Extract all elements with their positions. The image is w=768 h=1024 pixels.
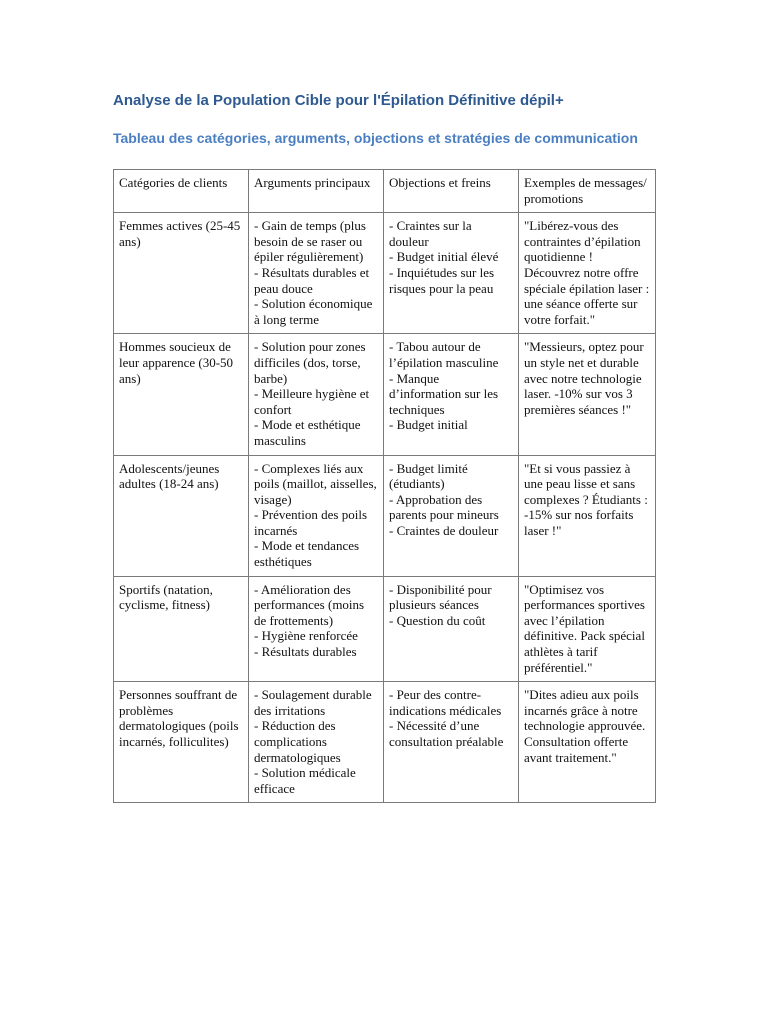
table-row xyxy=(114,213,656,334)
arguments-cell: - Complexes liés aux poils (maillot, aisselles, visage) - Prévention des poils incarnés - Mode et tendances esthétiques xyxy=(249,455,384,576)
arguments-cell: - Solution pour zones difficiles (dos, torse, barbe) - Meilleure hygiène et confort - Mode et esthétique masculins xyxy=(249,334,384,455)
objections-cell: - Budget limité (étudiants) - Approbation des parents pour mineurs - Craintes de douleur xyxy=(384,455,519,576)
objections-cell: - Peur des contre-indications médicales - Nécessité d’une consultation préalable xyxy=(384,682,519,803)
header-cell-messages: Exemples de messages/ promotions xyxy=(519,170,656,213)
header-cell-categories: Catégories de clients xyxy=(114,170,249,213)
objections-cell: - Tabou autour de l’épilation masculine - Manque d’information sur les techniques - Budget initial xyxy=(384,334,519,455)
message-cell: "Et si vous passiez à une peau lisse et sans complexes ? Étudiants : -15% sur nos forfaits laser !" xyxy=(519,455,656,576)
header-cell-objections: Objections et freins xyxy=(384,170,519,213)
message-cell: "Optimisez vos performances sportives avec l’épilation définitive. Pack spécial athlètes à tarif préférentiel." xyxy=(519,576,656,682)
table-row xyxy=(114,576,656,682)
category-cell: Sportifs (natation, cyclisme, fitness) xyxy=(114,576,249,682)
category-cell: Personnes souffrant de problèmes dermatologiques (poils incarnés, folliculites) xyxy=(114,682,249,803)
target-population-table xyxy=(113,169,656,803)
table-row xyxy=(114,682,656,803)
message-cell: "Libérez-vous des contraintes d’épilation quotidienne ! Découvrez notre offre spéciale épilation laser : une séance offerte sur votre forfait." xyxy=(519,213,656,334)
table-row xyxy=(114,455,656,576)
objections-cell: - Disponibilité pour plusieurs séances - Question du coût xyxy=(384,576,519,682)
table-row xyxy=(114,334,656,455)
category-cell: Femmes actives (25-45 ans) xyxy=(114,213,249,334)
document-subtitle: Tableau des catégories, arguments, objections et stratégies de communication xyxy=(113,130,638,146)
document-title: Analyse de la Population Cible pour l'Épilation Définitive dépil+ xyxy=(113,92,564,109)
arguments-cell: - Amélioration des performances (moins de frottements) - Hygiène renforcée - Résultats durables xyxy=(249,576,384,682)
arguments-cell: - Gain de temps (plus besoin de se raser ou épiler régulièrement) - Résultats durables et peau douce - Solution économique à long terme xyxy=(249,213,384,334)
category-cell: Adolescents/jeunes adultes (18-24 ans) xyxy=(114,455,249,576)
objections-cell: - Craintes sur la douleur - Budget initial élevé - Inquiétudes sur les risques pour la peau xyxy=(384,213,519,334)
message-cell: "Messieurs, optez pour un style net et durable avec notre technologie laser. -10% sur vos 3 premières séances !" xyxy=(519,334,656,455)
category-cell: Hommes soucieux de leur apparence (30-50 ans) xyxy=(114,334,249,455)
message-cell: "Dites adieu aux poils incarnés grâce à notre technologie approuvée. Consultation offerte avant traitement." xyxy=(519,682,656,803)
arguments-cell: - Soulagement durable des irritations - Réduction des complications dermatologiques - Solution médicale efficace xyxy=(249,682,384,803)
table-header-row xyxy=(114,170,656,213)
header-cell-arguments: Arguments principaux xyxy=(249,170,384,213)
